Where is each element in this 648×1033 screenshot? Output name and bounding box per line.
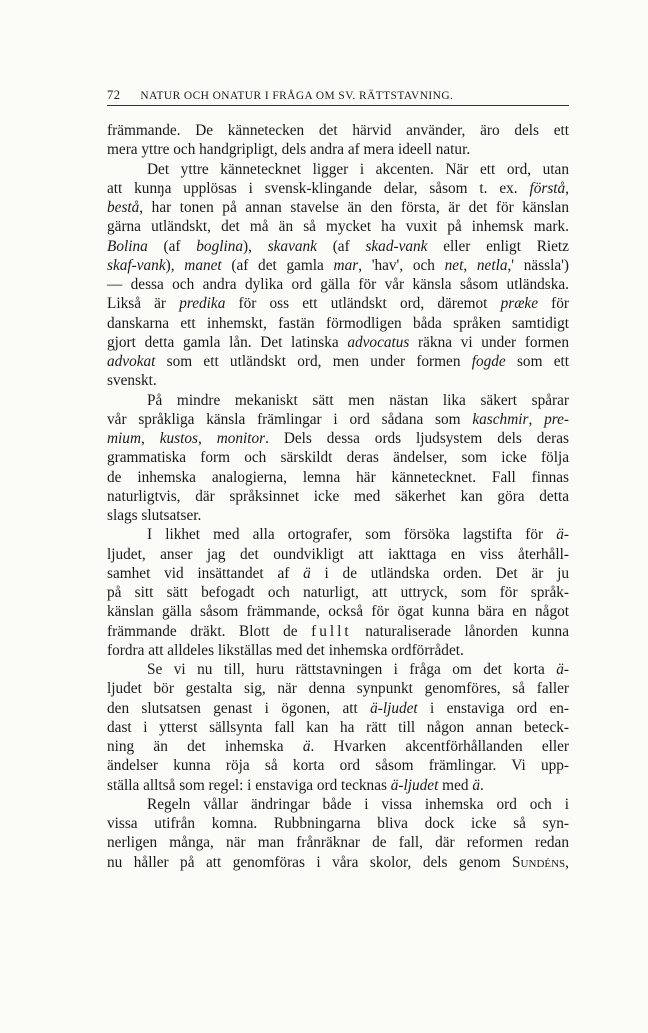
text-line: naturligtvis, där språksinnet icke med säkerhet kan göra detta	[107, 487, 569, 505]
page-number: 72	[107, 88, 121, 102]
text-line: mera yttre och handgripligt, dels andra af mera ideell natur.	[107, 141, 471, 159]
text-line: känslan gälla såsom främmande, också för ögat kunna bära en något	[107, 603, 569, 621]
text-line: nerligen många, när man frånräknar de fall, där reformen redan	[107, 834, 569, 852]
text-line: advokat som ett utländskt ord, men under formen fogde som ett	[107, 353, 569, 370]
text-line: mium, kustos, monitor. Dels dessa ords ljudsystem dels deras	[107, 430, 569, 447]
text-line: vissa utifrån komna. Rubbningarna bliva dock icke så syn-	[107, 815, 569, 832]
text-line: ljudet bör gestalta sig, när denna synpunkt genomföres, så faller	[107, 680, 569, 698]
text-line: ljudet, anser jag det oundvikligt att iakttaga en viss återhåll-	[107, 545, 569, 563]
body-text	[107, 121, 569, 872]
text-line: nu håller på att genomföras i våra skolor, dels genom Sundéns,	[107, 853, 569, 871]
running-head	[107, 88, 569, 106]
text-line: Bolina (af boglina), skavank (af skad-vank eller enligt Rietz	[107, 237, 569, 255]
text-line: ning än det inhemska ä. Hvarken akcentförhållanden eller	[107, 738, 569, 755]
text-line: gjort detta gamla lån. Det latinska advocatus räkna vi under formen	[107, 333, 569, 351]
text-line: vår språkliga känsla främlingar i ord sådana som kaschmir, pre-	[107, 410, 569, 428]
text-line: I likhet med alla ortografer, som försöka lagstifta för ä-	[147, 526, 569, 544]
text-line: bestå, har tonen på annan stavelse än den första, är det för känslan	[107, 199, 569, 216]
text-line: På mindre mekaniskt sätt men nästan lika säkert spårar	[147, 391, 569, 409]
text-line: Det yttre kännetecknet ligger i akcenten. När ett ord, utan	[147, 160, 569, 178]
text-line: samhet vid insättandet af ä i de utländska orden. Det är ju	[107, 564, 569, 582]
text-line: svenskt.	[107, 372, 157, 390]
text-line: främmande dräkt. Blott de fullt naturaliserade lånorden kunna	[107, 622, 569, 640]
text-line: danskarna ett inhemskt, fastän förmodligen båda språken samtidigt	[107, 314, 569, 332]
text-line: slags slutsatser.	[107, 507, 202, 524]
text-line: ändelser kunna röja så korta ord såsom främlingar. Vi upp-	[107, 757, 569, 775]
text-line: grammatiska form och särskildt deras ändelser, som icke följa	[107, 449, 569, 467]
text-line: att kunŋa upplösas i svensk-klingande delar, såsom t. ex. förstå,	[107, 179, 569, 197]
running-title: NATUR OCH ONATUR I FRÅGA OM SV. RÄTTSTAVNING.	[140, 90, 454, 102]
text-line: Se vi nu till, huru rättstavningen i fråga om det korta ä-	[147, 661, 569, 678]
text-line: fordra att alldeles likställas med det inhemska ordförrådet.	[107, 641, 464, 659]
text-line: skaf-vank), manet (af det gamla mar, 'hav', och net, netla,' nässla')	[107, 256, 570, 274]
text-line: den slutsatsen genast i ögonen, att ä-ljudet i enstaviga ord en-	[107, 699, 569, 717]
text-line: främmande. De kännetecken det härvid använder, äro dels ett	[107, 122, 569, 139]
text-line: — dessa och andra dylika ord gälla för vår känsla såsom utländska.	[107, 276, 569, 293]
text-line: dast i ytterst sällsynta fall kan ha rätt till någon annan beteck-	[107, 718, 569, 736]
text-line: på sitt sätt befogadt och naturligt, att uttryck, som för språk-	[107, 584, 569, 601]
text-line: Likså är predika för oss ett utländskt ord, däremot præke för	[107, 295, 569, 313]
text-line: ställa alltså som regel: i enstaviga ord tecknas ä-ljudet med ä.	[107, 776, 484, 794]
text-line: de inhemska analogierna, lemna här kännetecknet. Fall finnas	[107, 468, 569, 486]
text-line: Regeln vållar ändringar både i vissa inhemska ord och i	[147, 795, 569, 813]
text-line: gärna utländskt, det må än så mycket ha vuxit på inhemsk mark.	[107, 218, 569, 236]
